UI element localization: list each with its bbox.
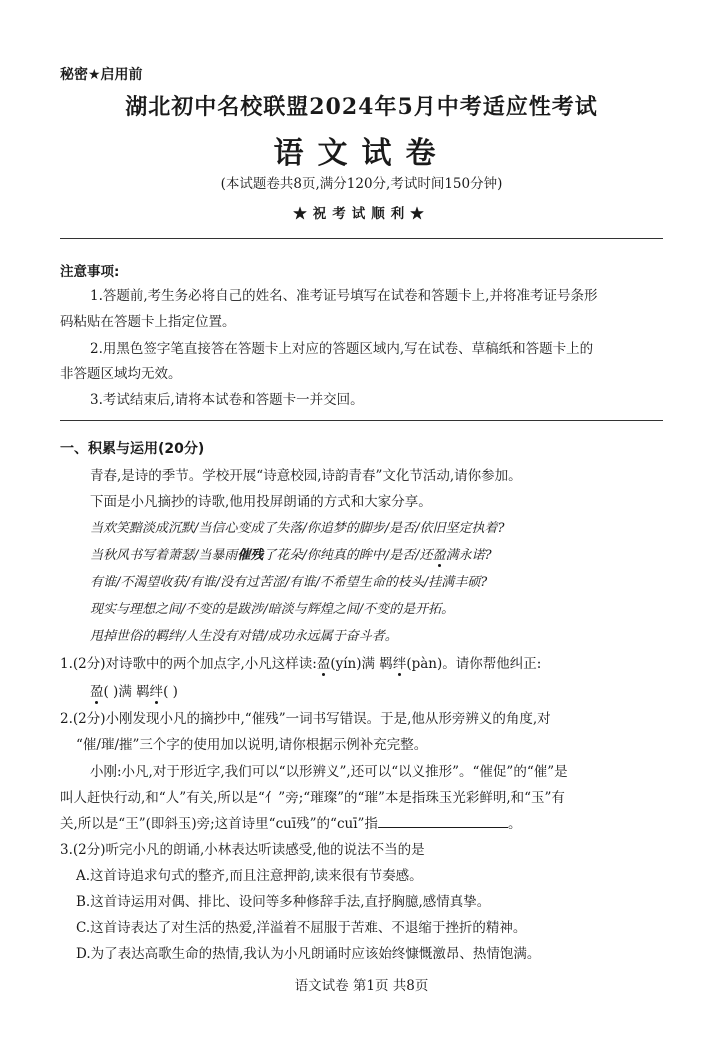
section-heading: 一、积累与运用(20分) [60,441,205,457]
answer-blank[interactable] [378,815,508,828]
poem-line-5: 甩掉世俗的羁绊/人生没有对错/成功永远属于奋斗者。 [90,629,398,644]
exam-title: 湖北初中名校联盟2024年5月中考适应性考试 [125,94,598,120]
intro-paragraph-2: 下面是小凡摘抄的诗歌,他用投屏朗诵的方式和大家分享。 [90,494,432,510]
option-c: C.这首诗表达了对生活的热爱,洋溢着不屈服于苦难、不退缩于挫折的精神。 [76,920,527,936]
middle-divider [60,420,663,421]
question-3: 3.(2分)听完小凡的朗诵,小林表达听读感受,他的说法不当的是 [60,842,425,858]
exam-info: (本试题卷共8页,满分120分,考试时间150分钟) [220,176,503,192]
notice-item-1: 1.答题前,考生务必将自己的姓名、准考证号填写在试卷和答题卡上,并将准考证号条形 [90,288,598,304]
poem-line-3: 有谁/不渴望收获/有谁/没有过苦涩/有谁/不希望生命的枝头/挂满丰硕? [90,575,488,590]
dotted-char-ban-q1: 绊 [392,656,407,672]
dotted-char-ying: 盈 [432,548,446,563]
good-luck-line: ★祝考试顺利★ [293,206,430,222]
question-2-example-3: 关,所以是“王”(即斜玉)旁;这首诗里“cuī残”的“cuī”指 。 [60,816,522,832]
question-2-cont: “催/璀/摧”三个字的使用加以说明,请你根据示例补充完整。 [76,737,428,753]
poem-line-1: 当欢笑黯淡成沉默/当信心变成了失落/你追梦的脚步/是否/依旧坚定执着? [90,521,505,536]
notice-item-1-cont: 码粘贴在答题卡上指定位置。 [60,314,236,330]
page-footer: 语文试卷 第1页 共8页 [294,978,429,994]
notice-item-2: 2.用黑色签字笔直接答在答题卡上对应的答题区域内,写在试卷、草稿纸和答题卡上的 [90,341,594,357]
top-divider [60,238,663,239]
option-b: B.这首诗运用对偶、排比、设问等多种修辞手法,直抒胸臆,感情真挚。 [76,894,491,910]
typo-word: 催残 [237,548,264,563]
notice-item-2-cont: 非答题区域均无效。 [60,366,182,382]
question-1-answer-line: 盈( )满 羁绊( ) [90,684,178,700]
poem-line-4: 现实与理想之间/不变的是跋涉/暗淡与辉煌之间/不变的是开拓。 [90,602,455,617]
question-2-example-1: 小刚:小凡,对于形近字,我们可以“以形辨义”,还可以“以义推形”。“催促”的“催”是 [90,764,568,780]
question-2-example-2: 叫人赶快行动,和“人”有关,所以是“亻”旁;“璀璨”的“璀”本是指珠玉光彩鲜明,和“玉”有 [60,790,565,806]
paper-title: 语文试卷 [273,136,450,171]
question-1: 1.(2分)对诗歌中的两个加点字,小凡这样读:盈(yín)满 羁绊(pàn)。请你帮他纠正: [60,656,542,672]
poem-line-2: 当秋风书写着萧瑟/当暴雨催残了花朵/你纯真的眸中/是否/还盈满永诺? [90,548,492,563]
notice-item-3: 3.考试结束后,请将本试卷和答题卡一并交回。 [90,392,364,408]
notice-heading: 注意事项: [60,264,120,280]
question-2: 2.(2分)小刚发现小凡的摘抄中,“催残”一词书写错误。于是,他从形旁辨义的角度,对 [60,711,551,727]
option-a: A.这首诗追求句式的整齐,而且注意押韵,读来很有节奏感。 [76,868,423,884]
intro-paragraph-1: 青春,是诗的季节。学校开展“诗意校园,诗韵青春”文化节活动,请你参加。 [90,468,522,484]
confidential-label: 秘密★启用前 [60,67,143,83]
option-d: D.为了表达高歌生命的热情,我认为小凡朗诵时应该始终慷慨激昂、热情饱满。 [76,946,541,962]
dotted-char-ying-q1: 盈 [316,656,331,672]
